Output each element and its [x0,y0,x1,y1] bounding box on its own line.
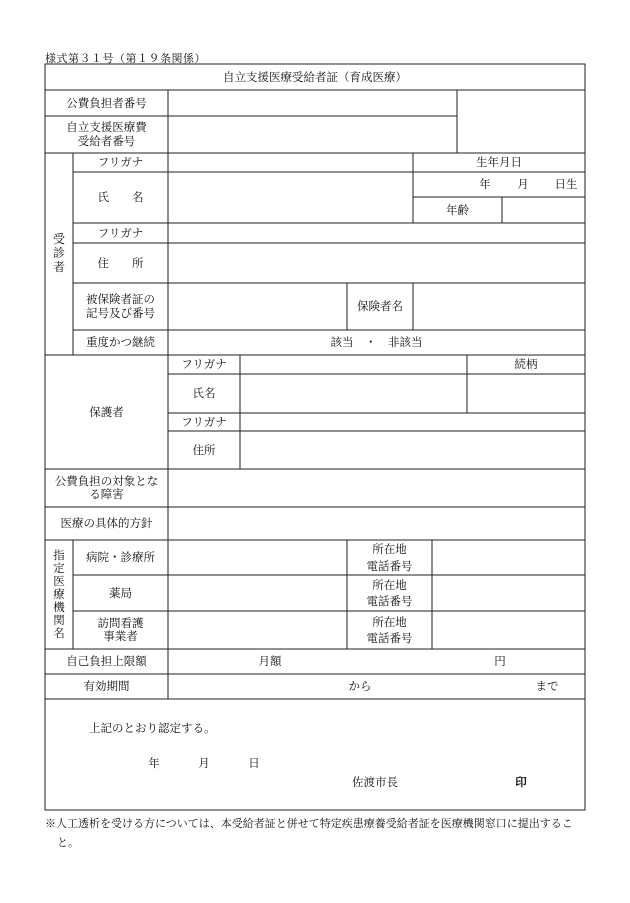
copay-limit-label: 自己負担上限額 [66,654,147,669]
patient-furigana-label: フリガナ [97,155,144,170]
certificate-title: 自立支援医療受給者証（育成医療） [223,69,407,84]
nursing-phone-label: 電話番号 [366,631,413,645]
public-burden-number-label: 公費負担者番号 [66,95,147,110]
institution-char-3: 医 [53,574,65,589]
hospital-label: 病院・診療所 [86,550,155,565]
nursing-location-phone-label [347,611,432,649]
designated-institution-label [45,540,73,649]
monthly-label: 月額 [258,654,282,669]
severe-continuing-label: 重度かつ継続 [86,335,155,350]
insurer-name-label: 保険者名 [357,299,403,314]
institution-char-4: 療 [53,587,65,602]
recipient-number-line2: 受給者番号 [77,133,136,148]
insurance-card-line1: 被保険者証の [86,292,155,307]
institution-char-6: 関 [53,612,65,627]
patient-char-3: 者 [52,259,65,274]
recipient-number-line1: 自立支援医療費 [66,120,147,135]
patient-char-2: 診 [52,246,65,261]
patient-char-1: 受 [52,232,65,247]
age-label: 年齢 [446,202,469,217]
guardian-furigana-address-label: フリガナ [181,414,227,429]
cert-month-unit: 月 [198,755,210,770]
patient-furigana-address-label: フリガナ [97,225,144,240]
birthdate-label: 生年月日 [476,155,522,170]
patient-section-label [45,153,73,355]
form-number: 様式第３１号（第１９条関係） [45,52,206,65]
yen-label: 円 [494,654,506,669]
guardian-name-label: 氏名 [192,386,216,401]
pharmacy-label: 薬局 [109,585,132,600]
guardian-address-label: 住所 [192,442,216,457]
from-label: から [348,679,372,694]
certify-statement: 上記のとおり認定する。 [89,720,216,735]
nursing-location-label: 所在地 [372,614,407,629]
insurance-card-label [73,283,168,330]
institution-char-2: 定 [53,561,65,576]
cert-year-unit: 年 [148,755,160,770]
institution-char-5: 機 [53,599,65,614]
hospital-location-label: 所在地 [372,542,407,557]
patient-address-label: 住 所 [97,255,144,270]
visiting-nursing-line2: 事業者 [103,629,138,643]
target-disability-line2: る障害 [89,487,124,501]
target-disability-label [45,469,168,507]
target-disability-line1: 公費負担の対象とな [54,473,159,488]
recipient-number-label [45,116,168,153]
relation-label: 続柄 [514,357,538,372]
cert-day-unit: 日 [248,755,260,770]
pharmacy-phone-label: 電話番号 [366,594,413,608]
institution-char-7: 名 [53,625,65,640]
guardian-furigana-label: フリガナ [181,357,227,372]
birth-year-unit: 年 [479,177,491,192]
until-label: まで [535,679,559,694]
birth-day-unit: 日生 [554,177,578,192]
insurance-card-line2: 記号及び番号 [86,305,155,320]
guardian-label: 保護者 [89,404,124,419]
pharmacy-location-phone-label [347,575,432,611]
birth-month-unit: 月 [517,177,529,192]
hospital-location-phone-label [347,540,432,575]
footnote: ※人工透析を受ける方については、本受給者証と併せて特定疾患療養受給者証を医療機関窓口に提出すること。 [45,817,573,849]
seal-mark: 印 [515,774,527,789]
patient-name-label: 氏 名 [97,190,144,205]
visiting-nursing-label [73,611,168,649]
validity-label: 有効期間 [83,679,130,694]
institution-char-1: 指 [53,548,65,563]
hospital-phone-label: 電話番号 [366,558,413,573]
pharmacy-location-label: 所在地 [372,577,407,592]
visiting-nursing-line1: 訪問看護 [97,615,144,630]
applicable-options: 該当 ・ 非該当 [330,335,423,350]
mayor-label: 佐渡市長 [352,774,398,789]
treatment-plan-label: 医療の具体的方針 [60,516,153,531]
